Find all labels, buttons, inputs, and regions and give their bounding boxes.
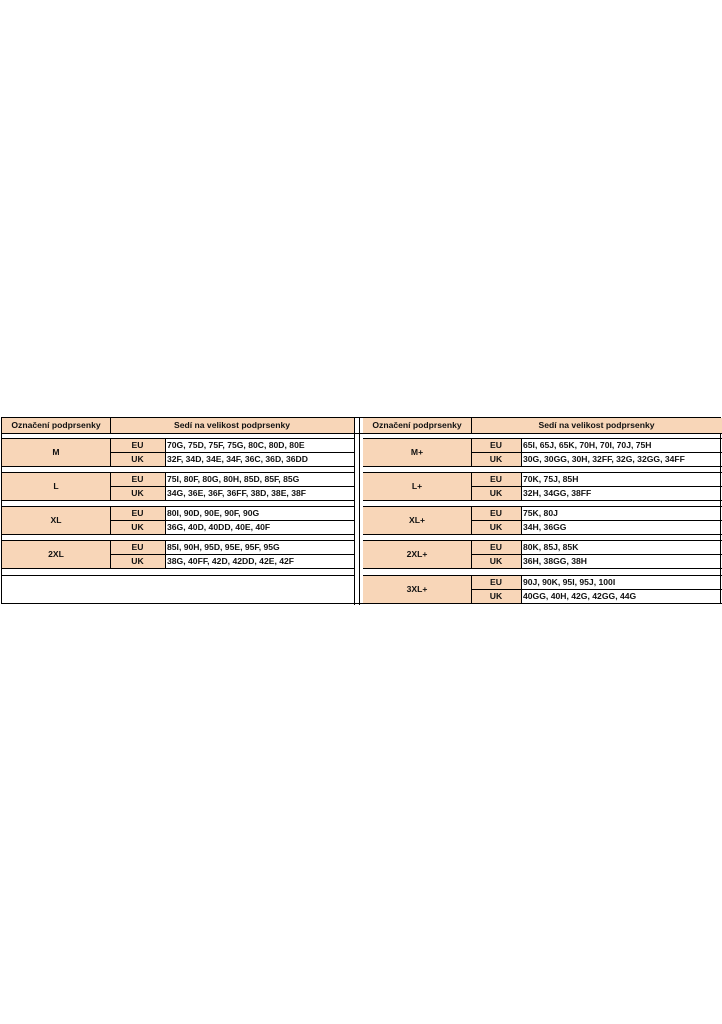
eu-uk-divider (110, 452, 354, 453)
uk-label: UK (471, 589, 521, 603)
eu-sizes: 70G, 75D, 75F, 75G, 80C, 80D, 80E (167, 439, 305, 450)
eu-sizes: 65I, 65J, 65K, 70H, 70I, 70J, 75H (523, 439, 652, 450)
uk-label: UK (110, 486, 165, 500)
eu-uk-divider (471, 589, 722, 590)
middle-separator-right (359, 418, 360, 605)
uk-label: UK (471, 452, 521, 466)
uk-label: UK (471, 554, 521, 568)
size-label: 2XL (2, 540, 110, 568)
uk-label: UK (471, 520, 521, 534)
size-label-divider (471, 540, 472, 568)
code-divider (165, 438, 166, 466)
eu-label: EU (110, 540, 165, 554)
group-top-border (2, 540, 354, 541)
size-label-divider (110, 472, 111, 500)
uk-label: UK (110, 452, 165, 466)
uk-sizes: 32F, 34D, 34E, 34F, 36C, 36D, 36DD (167, 453, 308, 464)
size-label: M+ (363, 438, 471, 466)
group-top-border (363, 472, 722, 473)
uk-label: UK (110, 520, 165, 534)
eu-label: EU (110, 472, 165, 486)
eu-sizes: 75I, 80F, 80G, 80H, 85D, 85F, 85G (167, 473, 300, 484)
group-top-border (363, 575, 722, 576)
eu-sizes: 80I, 90D, 90E, 90F, 90G (167, 507, 260, 518)
eu-sizes: 85I, 90H, 95D, 95E, 95F, 95G (167, 541, 280, 552)
eu-uk-divider (471, 554, 722, 555)
empty-cell-top-border (2, 575, 354, 576)
eu-uk-divider (110, 520, 354, 521)
size-label-divider (110, 438, 111, 466)
group-bottom-border (2, 500, 354, 501)
size-label: XL+ (363, 506, 471, 534)
size-label: L+ (363, 472, 471, 500)
eu-label: EU (110, 506, 165, 520)
eu-sizes: 70K, 75J, 85H (523, 473, 579, 484)
fits-size-header: Sedí na velikost podprsenky (471, 418, 722, 433)
eu-label: EU (471, 472, 521, 486)
group-top-border (2, 506, 354, 507)
eu-uk-divider (471, 520, 722, 521)
code-divider (521, 438, 522, 466)
header-divider (471, 418, 472, 433)
code-divider (521, 575, 522, 603)
group-bottom-border (2, 568, 354, 569)
eu-sizes: 90J, 90K, 95I, 95J, 100I (523, 576, 616, 587)
group-top-border (363, 540, 722, 541)
size-label: 3XL+ (363, 575, 471, 603)
code-divider (521, 472, 522, 500)
designation-header: Označení podprsenky (363, 418, 471, 433)
uk-sizes: 34H, 36GG (523, 521, 567, 532)
size-label-divider (110, 506, 111, 534)
eu-label: EU (471, 506, 521, 520)
fits-size-header: Sedí na velikost podprsenky (110, 418, 354, 433)
code-divider (521, 540, 522, 568)
code-divider (165, 540, 166, 568)
eu-uk-divider (110, 486, 354, 487)
uk-sizes: 36H, 38GG, 38H (523, 555, 588, 566)
group-bottom-border (363, 500, 722, 501)
size-label-divider (471, 575, 472, 603)
group-bottom-border (363, 568, 722, 569)
group-top-border (363, 506, 722, 507)
uk-label: UK (110, 554, 165, 568)
eu-label: EU (471, 438, 521, 452)
group-bottom-border (2, 534, 354, 535)
code-divider (165, 472, 166, 500)
uk-sizes: 36G, 40D, 40DD, 40E, 40F (167, 521, 271, 532)
group-bottom-border (363, 534, 722, 535)
eu-uk-divider (471, 452, 722, 453)
uk-label: UK (471, 486, 521, 500)
size-label: XL (2, 506, 110, 534)
header-bottom-border (2, 433, 722, 434)
group-top-border (2, 472, 354, 473)
eu-uk-divider (110, 554, 354, 555)
code-divider (521, 506, 522, 534)
size-label: L (2, 472, 110, 500)
eu-label: EU (110, 438, 165, 452)
eu-sizes: 75K, 80J (523, 507, 558, 518)
uk-sizes: 38G, 40FF, 42D, 42DD, 42E, 42F (167, 555, 295, 566)
middle-separator-left (354, 418, 355, 605)
designation-header: Označení podprsenky (2, 418, 110, 433)
eu-label: EU (471, 575, 521, 589)
size-label-divider (471, 472, 472, 500)
eu-label: EU (471, 540, 521, 554)
eu-uk-divider (471, 486, 722, 487)
uk-sizes: 32H, 34GG, 38FF (523, 487, 592, 498)
size-label: M (2, 438, 110, 466)
group-bottom-border (363, 466, 722, 467)
group-top-border (2, 438, 354, 439)
size-label-divider (110, 540, 111, 568)
group-bottom-border (363, 603, 722, 604)
size-label-divider (471, 438, 472, 466)
group-top-border (363, 438, 722, 439)
eu-sizes: 80K, 85J, 85K (523, 541, 579, 552)
header-divider (110, 418, 111, 433)
uk-sizes: 40GG, 40H, 42G, 42GG, 44G (523, 590, 637, 601)
size-label-divider (471, 506, 472, 534)
code-divider (165, 506, 166, 534)
uk-sizes: 30G, 30GG, 30H, 32FF, 32G, 32GG, 34FF (523, 453, 685, 464)
uk-sizes: 34G, 36E, 36F, 36FF, 38D, 38E, 38F (167, 487, 307, 498)
group-bottom-border (2, 466, 354, 467)
size-label: 2XL+ (363, 540, 471, 568)
bra-size-table (1, 417, 721, 604)
